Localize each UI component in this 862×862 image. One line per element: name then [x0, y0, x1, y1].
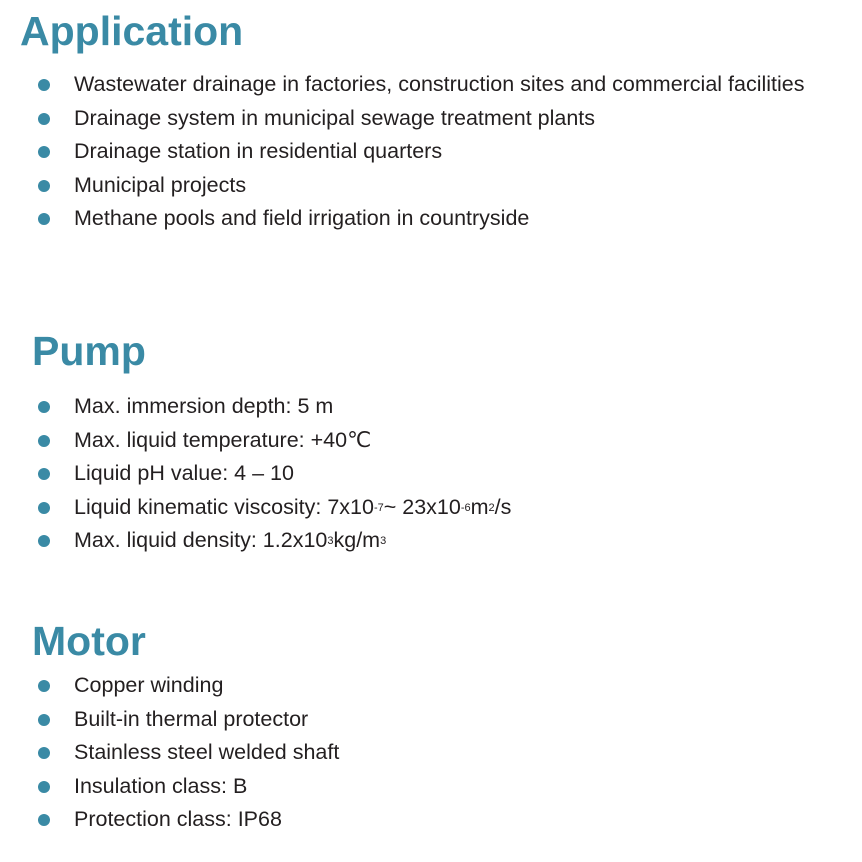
motor-item-text: Stainless steel welded shaft — [74, 740, 340, 765]
list-item — [0, 202, 862, 236]
pump-item-text: Max. immersion depth: 5 m — [74, 394, 334, 418]
bullet-icon — [38, 781, 50, 793]
bullet-icon — [38, 747, 50, 759]
viscosity-unit: m — [470, 494, 489, 519]
application-list — [0, 68, 862, 236]
motor-item-text: Copper winding — [74, 673, 224, 697]
bullet-icon — [38, 814, 50, 826]
viscosity-mid: ~ 23x10 — [383, 494, 461, 519]
viscosity-exponent-1: -7 — [373, 501, 384, 514]
list-item — [0, 770, 862, 804]
pump-item-text: Max. liquid temperature: +40℃ — [74, 427, 372, 452]
pump-list — [0, 390, 862, 558]
bullet-icon — [38, 113, 50, 125]
list-item — [0, 703, 862, 737]
list-item — [0, 102, 862, 136]
motor-item-text: Built-in thermal protector — [74, 706, 309, 731]
application-item-text: Drainage station in residential quarters — [74, 139, 443, 164]
density-unit: kg/m — [333, 528, 381, 553]
list-item — [0, 424, 862, 458]
bullet-icon — [38, 180, 50, 192]
motor-item-text: Protection class: IP68 — [74, 807, 282, 832]
list-item — [0, 524, 862, 558]
pump-item-text: Liquid pH value: 4 – 10 — [74, 461, 294, 486]
viscosity-label: Liquid kinematic viscosity: 7x10 — [74, 494, 374, 519]
bullet-icon — [38, 435, 50, 447]
density-exponent-2: 3 — [380, 535, 387, 548]
motor-item-text: Insulation class: B — [74, 773, 248, 798]
motor-list — [0, 669, 862, 837]
bullet-icon — [38, 714, 50, 726]
viscosity-exponent-3: 2 — [488, 501, 495, 514]
list-item — [0, 68, 862, 102]
list-item — [0, 135, 862, 169]
bullet-icon — [38, 468, 50, 480]
list-item — [0, 803, 862, 837]
bullet-icon — [38, 535, 50, 547]
bullet-icon — [38, 79, 50, 91]
application-item-text: Municipal projects — [74, 172, 247, 197]
bullet-icon — [38, 146, 50, 158]
list-item — [0, 169, 862, 203]
application-item-text: Wastewater drainage in factories, construction sites and commercial facilities — [74, 72, 805, 96]
application-item-text: Drainage system in municipal sewage treatment plants — [74, 105, 596, 130]
list-item — [0, 736, 862, 770]
pump-heading: Pump — [32, 328, 146, 374]
bullet-icon — [38, 680, 50, 692]
density-exponent-1: 3 — [327, 535, 334, 548]
bullet-icon — [38, 502, 50, 514]
list-item — [0, 491, 862, 525]
bullet-icon — [38, 401, 50, 413]
list-item — [0, 390, 862, 424]
application-heading: Application — [20, 8, 244, 54]
viscosity-tail: /s — [494, 494, 512, 519]
list-item — [0, 669, 862, 703]
viscosity-exponent-2: -6 — [460, 501, 471, 514]
application-item-text: Methane pools and field irrigation in countryside — [74, 206, 530, 231]
bullet-icon — [38, 213, 50, 225]
list-item — [0, 457, 862, 491]
motor-heading: Motor — [32, 618, 146, 664]
density-label: Max. liquid density: 1.2x10 — [74, 528, 328, 553]
